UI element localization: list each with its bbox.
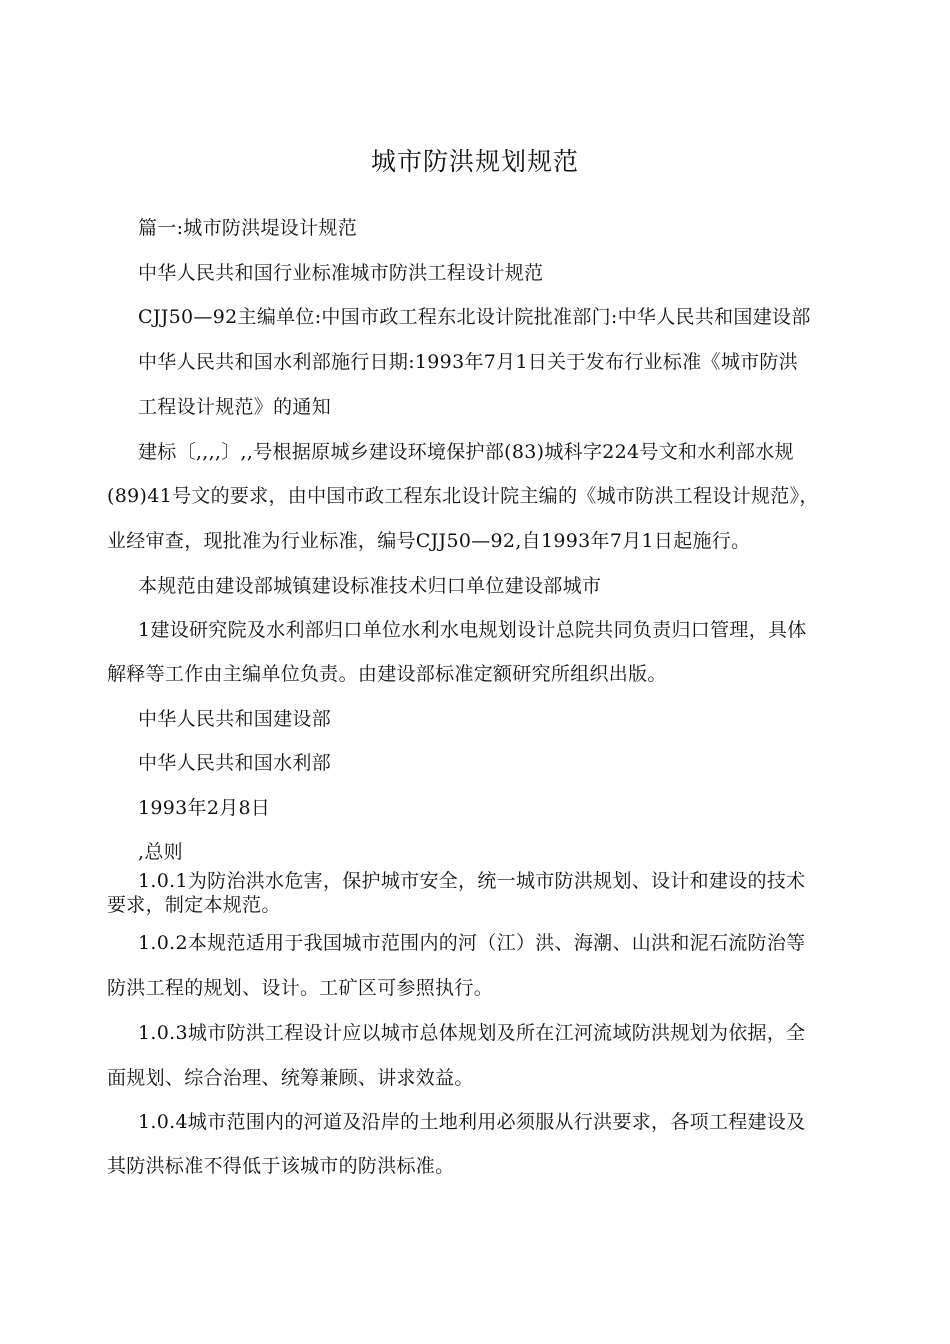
text-line: 篇一:城市防洪堤设计规范 — [138, 217, 358, 239]
text-line: 1.0.4城市范围内的河道及沿岸的土地利用必须服从行洪要求，各项工程建设及 — [138, 1111, 806, 1133]
text-line: 中华人民共和国水利部施行日期:1993年7月1日关于发布行业标准《城市防洪 — [138, 351, 799, 373]
text-line: 1.0.2本规范适用于我国城市范围内的河（江）洪、海潮、山洪和泥石流防治等 — [138, 932, 806, 954]
text-line: 建标〔,,,,〕,,号根据原城乡建设环境保护部(83)城科字224号文和水利部水规 — [138, 441, 794, 463]
text-line: 1.0.1为防治洪水危害，保护城市安全，统一城市防洪规划、设计和建设的技术 — [138, 870, 806, 892]
text-line: 业经审查，现批准为行业标准，编号CJJ50—92,自1993年7月1日起施行。 — [107, 530, 751, 552]
text-line: 1建设研究院及水利部归口单位水利水电规划设计总院共同负责归口管理，具体 — [138, 619, 807, 641]
text-line: 中华人民共和国建设部 — [138, 708, 332, 730]
text-line: 解释等工作由主编单位负责。由建设部标准定额研究所组织出版。 — [107, 663, 667, 685]
text-line: ,总则 — [138, 841, 183, 863]
text-line: 面规划、综合治理、统筹兼顾、讲求效益。 — [107, 1067, 474, 1089]
text-line: 要求，制定本规范。 — [107, 894, 281, 916]
text-line: 其防洪标准不得低于该城市的防洪标准。 — [107, 1155, 455, 1177]
text-line: 中华人民共和国水利部 — [138, 752, 332, 774]
text-line: 1.0.3城市防洪工程设计应以城市总体规划及所在江河流域防洪规划为依据，全 — [138, 1022, 806, 1044]
text-line: 本规范由建设部城镇建设标准技术归口单位建设部城市 — [138, 575, 602, 597]
text-line: CJJ50—92主编单位:中国市政工程东北设计院批准部门:中华人民共和国建设部 — [138, 306, 811, 328]
text-line: 工程设计规范》的通知 — [138, 396, 332, 418]
text-line: (89)41号文的要求，由中国市政工程东北设计院主编的《城市防洪工程设计规范》， — [107, 485, 819, 507]
document-title: 城市防洪规划规范 — [370, 147, 579, 176]
text-line: 中华人民共和国行业标准城市防洪工程设计规范 — [138, 262, 544, 284]
text-line: 防洪工程的规划、设计。工矿区可参照执行。 — [107, 977, 494, 999]
text-line: 1993年2月8日 — [138, 797, 271, 819]
